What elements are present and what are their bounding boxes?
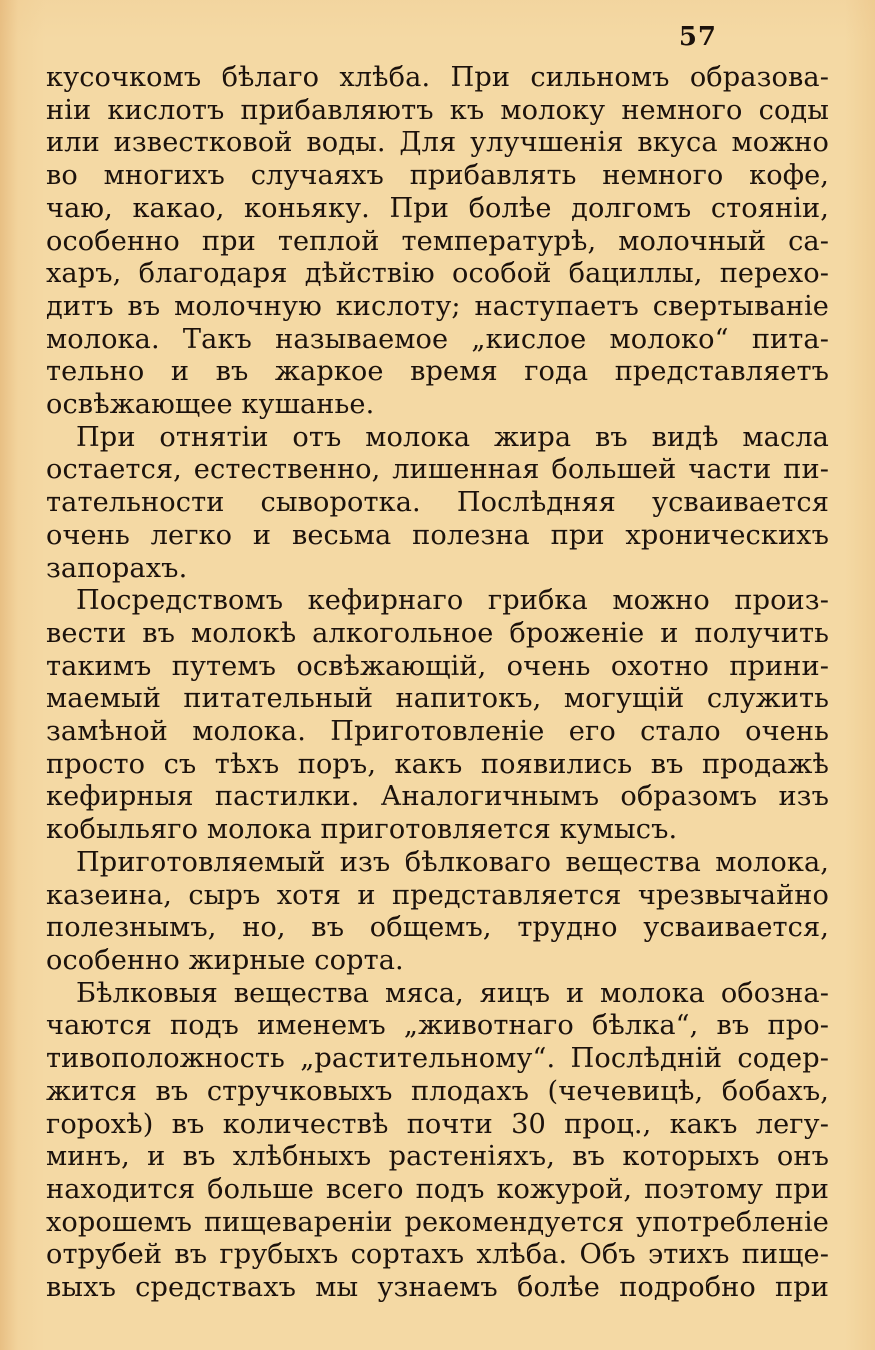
paragraph-2: При отнятіи отъ молока жира въ видѣ масла остается, естественно, лишенная большей части пи- тательности сыворотка. Послѣдняя усваивается очень легко и весьма полезна при хроническихъ запорахъ. (46, 421, 829, 584)
page-body-text (46, 62, 829, 1305)
paragraph-3: Посредствомъ кефирнаго грибка можно произ- вести въ молокѣ алкогольное броженіе и получить такимъ путемъ освѣжающій, очень охотно прини- маемый питательный напитокъ, могущій служить замѣной молока. Приготовленіе его стало очень просто съ тѣхъ поръ, какъ появились въ продажѣ кефирныя пастилки. Аналогичнымъ образомъ изъ кобыльяго молока приготовляется кумысъ. (46, 585, 829, 846)
page-number: 57 (678, 22, 717, 52)
paragraph-5: Бѣлковыя вещества мяса, яицъ и молока обозна- чаются подъ именемъ „животнаго бѣлка“, въ про- тивоположность „растительному“. Послѣдній содер- жится въ стручковыхъ плодахъ (чечевицѣ, бобахъ, горохѣ) въ количествѣ почти 30 проц., какъ легу- минъ, и въ хлѣбныхъ растеніяхъ, въ которыхъ онъ находится больше всего подъ кожурой, поэтому при хорошемъ пищевареніи рекомендуется употребленіе отрубей въ грубыхъ сортахъ хлѣба. Объ этихъ пище- выхъ средствахъ мы узнаемъ болѣе подробно при (46, 977, 829, 1304)
paragraph-1: кусочкомъ бѣлаго хлѣба. При сильномъ образова- ніи кислотъ прибавляютъ къ молоку немного соды или известковой воды. Для улучшенія вкуса можно во многихъ случаяхъ прибавлять немного кофе, чаю, какао, коньяку. При болѣе долгомъ стояніи, особенно при теплой температурѣ, молочный са- харъ, благодаря дѣйствію особой бациллы, перехо- дитъ въ молочную кислоту; наступаетъ свертываніе молока. Такъ называемое „кислое молоко“ пита- тельно и въ жаркое время года представляетъ освѣжающее кушанье. (46, 62, 829, 421)
paragraph-4: Приготовляемый изъ бѣлковаго вещества молока, казеина, сыръ хотя и представляется чрезвычайно полезнымъ, но, въ общемъ, трудно усваивается, особенно жирные сорта. (46, 846, 829, 976)
